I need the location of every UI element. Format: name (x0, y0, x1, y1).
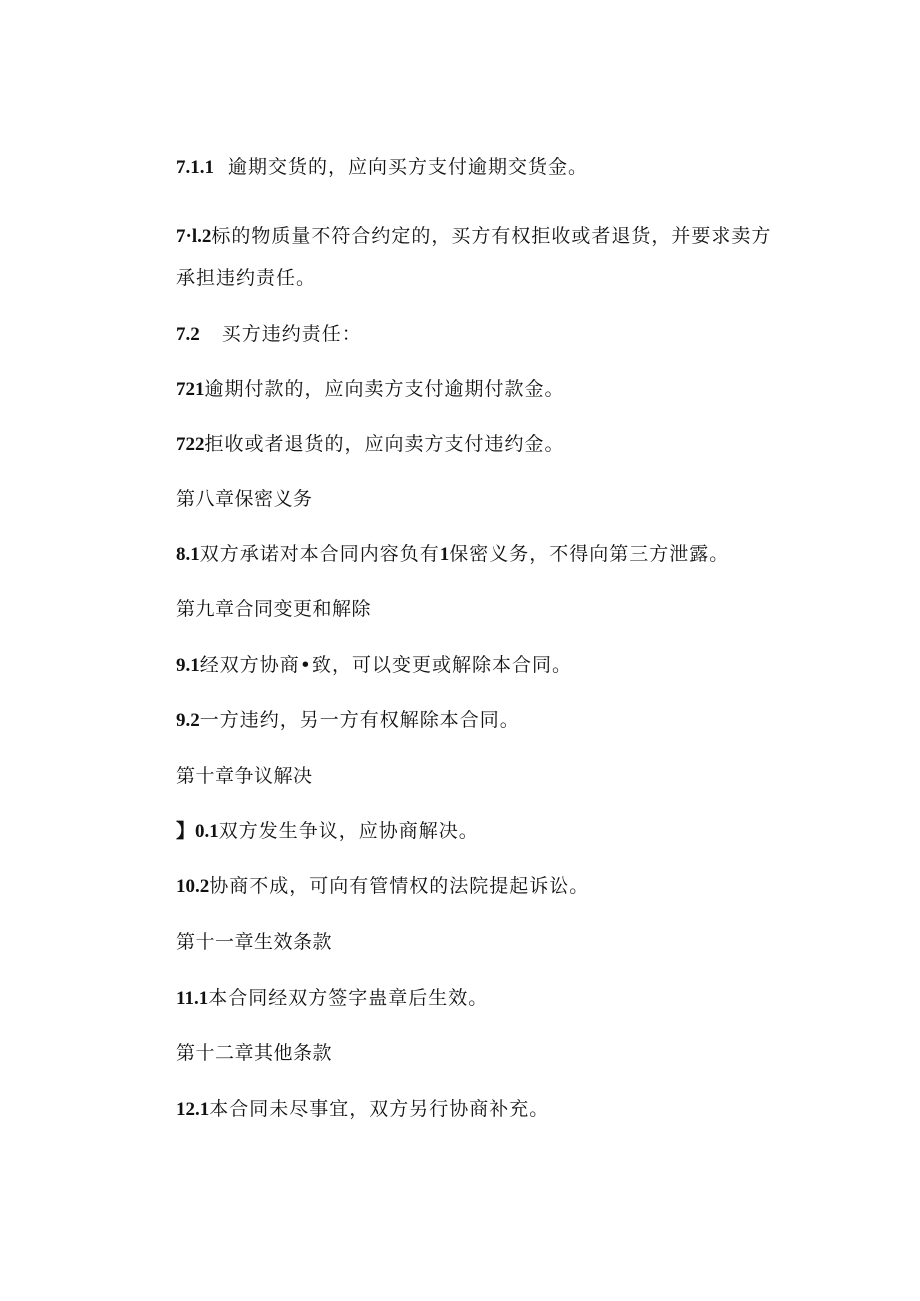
chapter-10-heading: 第十章争议解决 (176, 765, 313, 787)
clause-text: 本合同未尽事宜，双方另行协商补充。 (209, 1098, 550, 1120)
clause-8-1 (176, 542, 729, 567)
clause-inline-number: 1 (439, 544, 450, 565)
clause-text: 一方违约，另一方有权解除本合同。 (199, 709, 520, 731)
clause-number: 10.2 (176, 876, 210, 897)
clause-12-1 (176, 1097, 549, 1122)
clause-text: 拒收或者退货的，应向卖方支付违约金。 (204, 433, 565, 455)
clause-7-1-1 (176, 155, 588, 180)
chapter-9-heading: 第九章合同变更和解除 (176, 598, 372, 620)
clause-number: 9.1 (176, 655, 200, 676)
clause-text: 双方发生争议，应协商解决。 (218, 820, 479, 842)
clause-10-1 (176, 819, 479, 844)
clause-7-1-2 (176, 224, 771, 249)
clause-7-1-2-continued (176, 266, 316, 290)
clause-text: 逾期交货的，应向买方支付逾期交货金。 (228, 156, 589, 178)
clause-7-2-2 (176, 432, 565, 457)
chapter-12-heading: 第十二章其他条款 (176, 1042, 333, 1064)
clause-text: 买方违约责任： (221, 323, 362, 345)
clause-text-continued: 承担违约责任。 (176, 267, 317, 289)
clause-text: 逾期付款的，应向卖方支付逾期付款金。 (204, 378, 565, 400)
clause-number: 9.2 (176, 710, 200, 731)
clause-10-2 (176, 874, 589, 899)
chapter-11-heading: 第十一章生效条款 (176, 931, 333, 953)
clause-text-rest: 保密义务，不得向第三方泄露。 (449, 543, 730, 565)
clause-number: 12.1 (176, 1099, 210, 1120)
clause-number: 】0.1 (176, 821, 219, 842)
clause-11-1 (176, 986, 488, 1011)
clause-number: 8.1 (176, 544, 200, 565)
clause-9-1 (176, 653, 572, 678)
clause-text: 标的物质量不符合约定的，买方有权拒收或者退货，并要求卖方 (211, 225, 772, 247)
clause-number: 7.1.1 (176, 157, 214, 178)
clause-text: 经双方协商•致，可以变更或解除本合同。 (199, 654, 572, 676)
clause-number: 7·l.2 (176, 226, 212, 247)
clause-7-2 (176, 322, 362, 347)
clause-7-2-1 (176, 377, 565, 402)
clause-9-2 (176, 708, 520, 733)
clause-text: 本合同经双方签字蛊章后生效。 (208, 987, 489, 1009)
clause-text: 双方承诺对本合同内容负有 (199, 543, 440, 565)
clause-text: 协商不成，可向有管情权的法院提起诉讼。 (209, 875, 590, 897)
chapter-8-heading: 第八章保密义务 (176, 488, 313, 510)
clause-number: 11.1 (176, 988, 209, 1009)
clause-number: 721 (176, 379, 205, 400)
clause-number: 722 (176, 434, 205, 455)
clause-number: 7.2 (176, 324, 200, 345)
